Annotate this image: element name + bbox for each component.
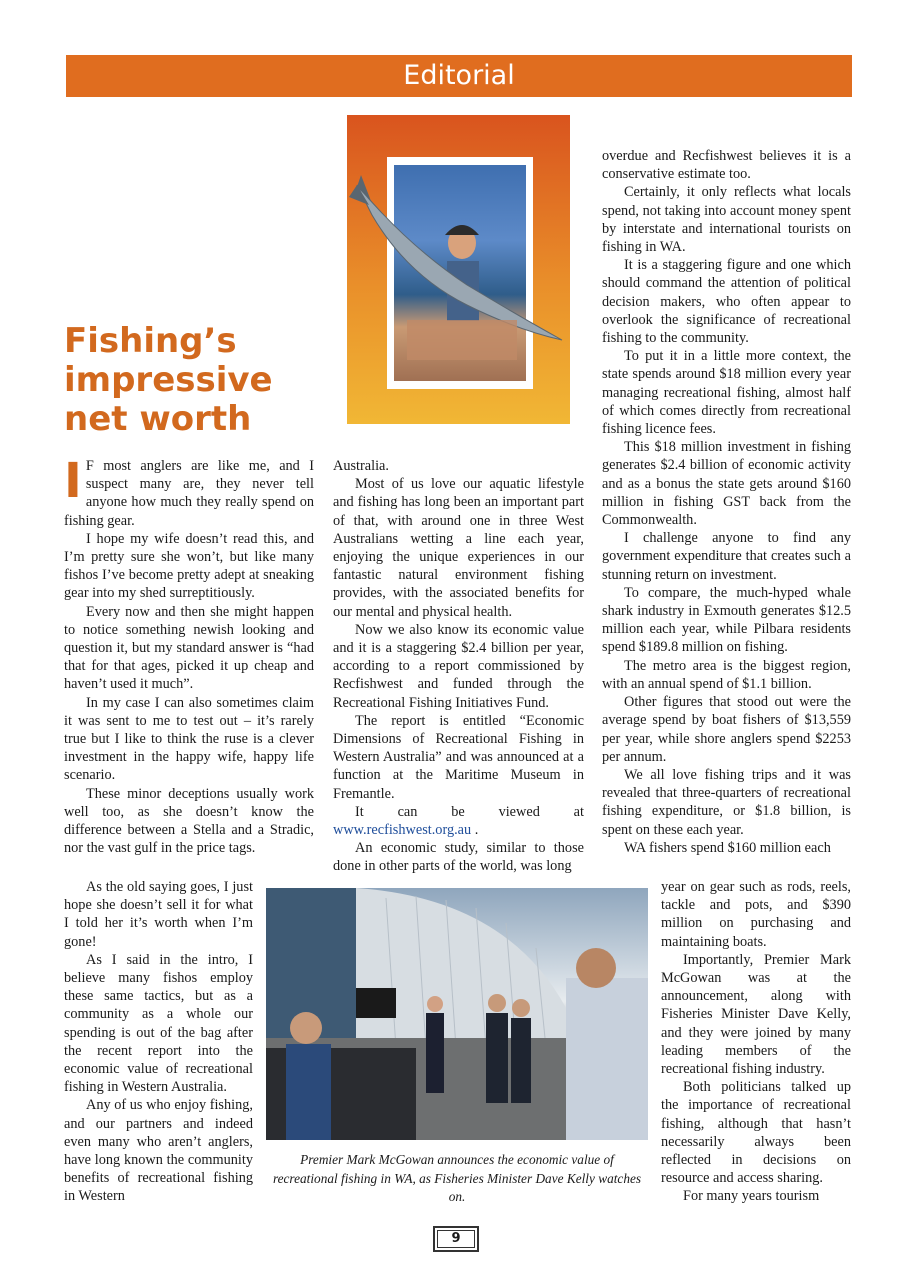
section-banner: Editorial — [66, 55, 852, 97]
paragraph: The metro area is the biggest region, with an annual spend of $1.1 billion. — [602, 657, 851, 692]
link-after: . — [474, 822, 479, 839]
paragraph: Both politicians talked up the importance of recreational fishing, although that hasn’t necessarily always been reflected in decisions on resource and access sharing. — [661, 1079, 851, 1187]
paragraph: As the old saying goes, I just hope she doesn’t sell it for what I told her it’s worth when I’m gone! — [64, 879, 253, 950]
link-intro: It can be viewed at — [355, 803, 584, 820]
author-portrait — [347, 115, 570, 424]
paragraph: Every now and then she might happen to notice something newish looking and question it, but my standard answer is “had that for that ages, picked it up cheap and haven’t used it much”. — [64, 603, 314, 693]
recfishwest-link[interactable]: www.recfishwest.org.au — [333, 822, 472, 839]
column-1 — [64, 453, 314, 857]
paragraph: To put it in a little more context, the state spends around $18 million every year managing recreational fishing, almost half of which comes directly from recreational fishing licence fees. — [602, 348, 851, 438]
paragraph: This $18 million investment in fishing generates $2.4 billion of economic activity and as a bonus the state gets around $160 million in fishing GST back from the Commonwealth. — [602, 439, 851, 529]
column-3 — [602, 147, 851, 857]
paragraph: These minor deceptions usually work well too, as she doesn’t know the difference between a Stella and a Stradic, nor the vast gulf in the price tags. — [64, 785, 314, 857]
paragraph: WA fishers spend $160 million each — [624, 839, 831, 856]
paragraph: For many years tourism — [683, 1188, 820, 1205]
drop-cap: I — [64, 453, 82, 509]
headline: Fishing’s impressive net worth — [64, 321, 273, 439]
lead-paragraph — [64, 453, 314, 530]
page-number: 9 — [433, 1226, 479, 1252]
paragraph: overdue and Recfishwest believes it is a conservative estimate too. — [602, 148, 851, 183]
paragraph: year on gear such as rods, reels, tackle and pots, and $390 million on purchasing and maintaining boats. — [661, 879, 851, 950]
paragraph: An economic study, similar to those done in other parts of the world, was long — [333, 840, 584, 875]
paragraph: Australia. — [333, 458, 389, 474]
press-scene-illustration — [266, 888, 648, 1140]
photo-caption: Premier Mark McGowan announces the economic value of recreational fishing in WA, as Fisheries Minister Dave Kelly watches on. — [272, 1152, 642, 1204]
paragraph: F most anglers are like me, and I suspect many are, they never tell anyone how much they really spend on fishing gear. — [64, 458, 314, 529]
paragraph: As I said in the intro, I believe many fishos employ these same tactics, but as a community as a whole our spending is out of the bag after the recent report into the economic value of recreational fishing in Western Australia. — [64, 951, 253, 1096]
paragraph: I challenge anyone to find any government expenditure that creates such a stunning return on investment. — [602, 530, 851, 583]
paragraph: We all love fishing trips and it was revealed that three-quarters of recreational fishing expenditure, or $1.8 billion, is spent on these each year. — [602, 766, 851, 838]
paragraph: Certainly, it only reflects what locals spend, not taking into account money spent by interstate and international tourists on fishing in WA. — [602, 184, 851, 256]
fish-illustration — [347, 115, 570, 424]
paragraph: I hope my wife doesn’t read this, and I’m pretty sure she won’t, but like many fishos I’ve become pretty adept at sneaking gear into my shed surreptitiously. — [64, 530, 314, 602]
column-1-narrow — [64, 878, 253, 1206]
paragraph: To compare, the much-hyped whale shark industry in Exmouth generates $12.5 million each year, while Pilbara residents spend $189.8 million on fishing. — [602, 584, 851, 656]
paragraph: Other figures that stood out were the average spend by boat fishers of $13,559 per year, while shore anglers spend $2253 per annum. — [602, 694, 851, 765]
paragraph: In my case I can also sometimes claim it was sent to me to test out – it’s rarely true but I like to think the ruse is a clever investment in the happy wife, happy life scenario. — [64, 694, 314, 784]
paragraph — [333, 803, 584, 839]
paragraph: It is a staggering figure and one which should command the attention of political decision makers, who often appear to overlook the significance of recreational fishing to the community. — [602, 257, 851, 347]
paragraph: Most of us love our aquatic lifestyle and fishing has long been an important part of that, with around one in three West Australians wetting a line each year, enjoying the unique experiences in our fantastic natural environment fishing provides, with the associated benefits for our mental and physical health. — [333, 476, 584, 620]
column-3-narrow — [661, 878, 851, 1206]
press-conference-photo — [266, 888, 648, 1140]
paragraph: Importantly, Premier Mark McGowan was at the announcement, along with Fisheries Minister Dave Kelly, and they were joined by many leading members of the recreational fishing industry. — [661, 951, 851, 1078]
paragraph: Any of us who enjoy fishing, and our partners and indeed even many who aren’t anglers, have long known the community benefits of recreational fishing in Western — [64, 1097, 253, 1205]
column-2 — [333, 457, 584, 876]
paragraph: Now we also know its economic value and it is a staggering $2.4 billion per year, according to a report commissioned by Recfishwest and funded through the Recreational Fishing Initiatives Fund. — [333, 621, 584, 711]
paragraph: The report is entitled “Economic Dimensions of Recreational Fishing in Western Australia” and was announced at a function at the Maritime Museum in Fremantle. — [333, 712, 584, 802]
